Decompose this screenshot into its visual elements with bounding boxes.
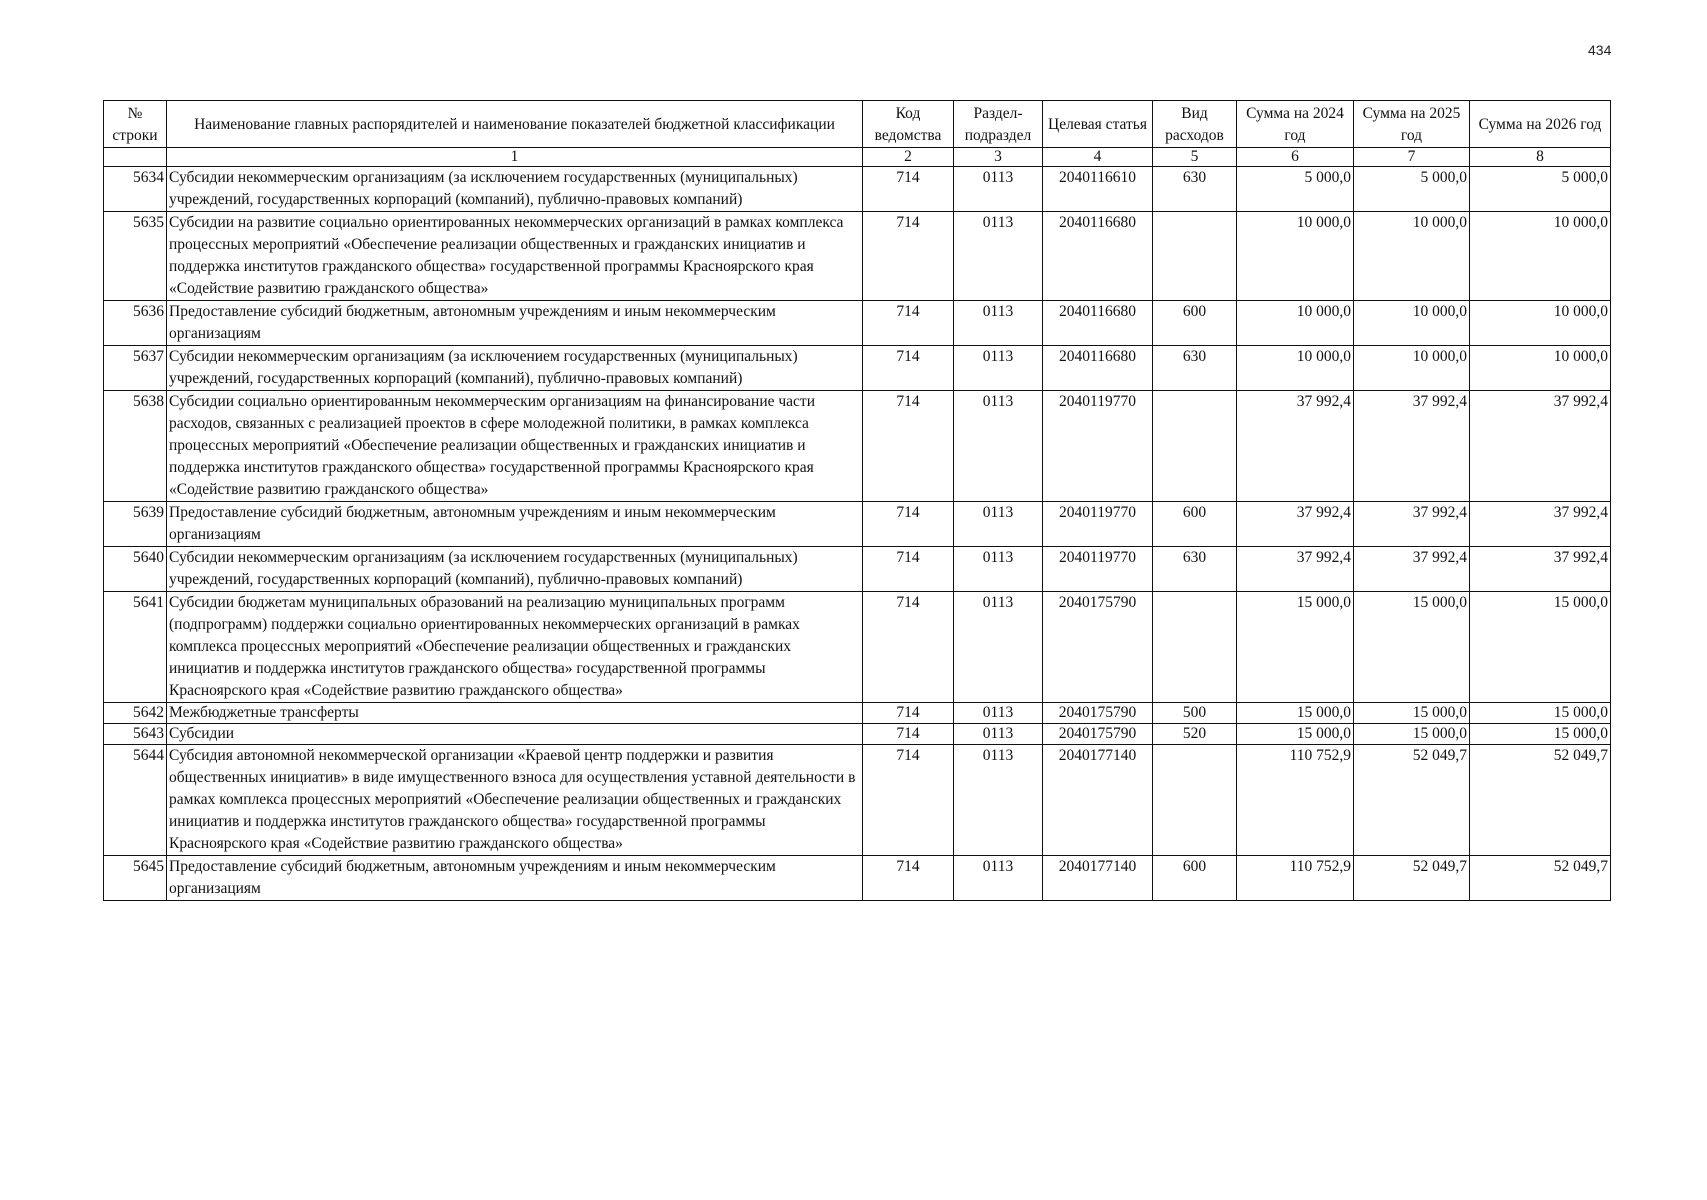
row-dept-code: 714	[863, 301, 954, 346]
row-number: 5643	[104, 724, 167, 745]
table-row	[104, 724, 1611, 745]
row-sum-2024: 110 752,9	[1237, 745, 1354, 856]
row-number: 5645	[104, 856, 167, 901]
table-row	[104, 346, 1611, 391]
row-dept-code: 714	[863, 167, 954, 212]
column-number-blank	[104, 148, 167, 167]
row-sum-2025: 10 000,0	[1354, 346, 1470, 391]
row-expense-type	[1153, 745, 1237, 856]
row-expense-type: 630	[1153, 346, 1237, 391]
row-sum-2026: 52 049,7	[1470, 745, 1611, 856]
table-row	[104, 167, 1611, 212]
row-name: Субсидии некоммерческим организациям (за исключением государственных (муниципальных) учреждений, государственных корпораций (компаний), публично-правовых компаний)	[167, 547, 863, 592]
row-number: 5635	[104, 212, 167, 301]
row-sum-2026: 10 000,0	[1470, 346, 1611, 391]
row-section: 0113	[954, 745, 1043, 856]
table-row	[104, 703, 1611, 724]
row-target: 2040116680	[1043, 212, 1153, 301]
header-row	[104, 101, 1611, 148]
row-sum-2026: 15 000,0	[1470, 592, 1611, 703]
header-sum-2024: Сумма на 2024 год	[1237, 101, 1354, 148]
table-row	[104, 745, 1611, 856]
row-dept-code: 714	[863, 391, 954, 502]
row-sum-2025: 52 049,7	[1354, 745, 1470, 856]
row-sum-2026: 37 992,4	[1470, 391, 1611, 502]
row-number: 5639	[104, 502, 167, 547]
row-target: 2040175790	[1043, 724, 1153, 745]
row-name: Предоставление субсидий бюджетным, автономным учреждениям и иным некоммерческим организациям	[167, 502, 863, 547]
column-number: 8	[1470, 148, 1611, 167]
row-number: 5641	[104, 592, 167, 703]
row-sum-2026: 37 992,4	[1470, 547, 1611, 592]
row-dept-code: 714	[863, 502, 954, 547]
table-row	[104, 856, 1611, 901]
column-number-row	[104, 148, 1611, 167]
row-sum-2025: 5 000,0	[1354, 167, 1470, 212]
budget-table	[103, 100, 1611, 901]
row-number: 5644	[104, 745, 167, 856]
row-sum-2026: 37 992,4	[1470, 502, 1611, 547]
header-section: Раздел-подраздел	[954, 101, 1043, 148]
row-number: 5636	[104, 301, 167, 346]
row-dept-code: 714	[863, 547, 954, 592]
row-sum-2024: 110 752,9	[1237, 856, 1354, 901]
row-target: 2040116680	[1043, 346, 1153, 391]
row-section: 0113	[954, 502, 1043, 547]
row-expense-type: 520	[1153, 724, 1237, 745]
row-sum-2025: 37 992,4	[1354, 502, 1470, 547]
row-expense-type: 600	[1153, 502, 1237, 547]
row-number: 5637	[104, 346, 167, 391]
row-sum-2024: 10 000,0	[1237, 346, 1354, 391]
header-expense-type: Вид расходов	[1153, 101, 1237, 148]
table-row	[104, 592, 1611, 703]
row-target: 2040175790	[1043, 592, 1153, 703]
header-dept-code: Код ведомства	[863, 101, 954, 148]
row-name: Предоставление субсидий бюджетным, автономным учреждениям и иным некоммерческим организациям	[167, 856, 863, 901]
row-section: 0113	[954, 346, 1043, 391]
row-name: Субсидии на развитие социально ориентированных некоммерческих организаций в рамках комплекса процессных мероприятий «Обеспечение реализации общественных и гражданских инициатив и поддержка институтов гражданского общества» государственной программы Красноярского края «Содействие развитию гражданского общества»	[167, 212, 863, 301]
row-expense-type: 600	[1153, 301, 1237, 346]
row-section: 0113	[954, 592, 1043, 703]
row-name: Субсидия автономной некоммерческой организации «Краевой центр поддержки и развития общественных инициатив» в виде имущественного взноса для осуществления уставной деятельности в рамках комплекса процессных мероприятий «Обеспечение реализации общественных и гражданских инициатив и поддержка институтов гражданского общества» государственной программы Красноярского края «Содействие развитию гражданского общества»	[167, 745, 863, 856]
row-expense-type: 500	[1153, 703, 1237, 724]
row-name: Субсидии некоммерческим организациям (за исключением государственных (муниципальных) учреждений, государственных корпораций (компаний), публично-правовых компаний)	[167, 167, 863, 212]
row-name: Субсидии бюджетам муниципальных образований на реализацию муниципальных программ (подпрограмм) поддержки социально ориентированных некоммерческих организаций в рамках комплекса процессных мероприятий «Обеспечение реализации общественных и гражданских инициатив и поддержка институтов гражданского общества» государственной программы Красноярского края «Содействие развитию гражданского общества»	[167, 592, 863, 703]
row-section: 0113	[954, 301, 1043, 346]
row-expense-type	[1153, 212, 1237, 301]
row-expense-type	[1153, 391, 1237, 502]
row-dept-code: 714	[863, 592, 954, 703]
row-sum-2026: 52 049,7	[1470, 856, 1611, 901]
column-number: 1	[167, 148, 863, 167]
row-dept-code: 714	[863, 745, 954, 856]
row-sum-2026: 15 000,0	[1470, 703, 1611, 724]
row-sum-2025: 37 992,4	[1354, 391, 1470, 502]
row-dept-code: 714	[863, 703, 954, 724]
row-sum-2024: 10 000,0	[1237, 301, 1354, 346]
column-number: 5	[1153, 148, 1237, 167]
row-target: 2040119770	[1043, 391, 1153, 502]
row-dept-code: 714	[863, 212, 954, 301]
header-sum-2025: Сумма на 2025 год	[1354, 101, 1470, 148]
row-section: 0113	[954, 167, 1043, 212]
row-sum-2026: 5 000,0	[1470, 167, 1611, 212]
row-sum-2024: 15 000,0	[1237, 724, 1354, 745]
row-target: 2040116680	[1043, 301, 1153, 346]
row-target: 2040177140	[1043, 856, 1153, 901]
row-name: Субсидии	[167, 724, 863, 745]
row-sum-2025: 52 049,7	[1354, 856, 1470, 901]
column-number: 7	[1354, 148, 1470, 167]
row-name: Субсидии некоммерческим организациям (за исключением государственных (муниципальных) учреждений, государственных корпораций (компаний), публично-правовых компаний)	[167, 346, 863, 391]
row-number: 5634	[104, 167, 167, 212]
row-sum-2025: 10 000,0	[1354, 301, 1470, 346]
row-sum-2026: 15 000,0	[1470, 724, 1611, 745]
row-name: Предоставление субсидий бюджетным, автономным учреждениям и иным некоммерческим организациям	[167, 301, 863, 346]
header-target: Целевая статья	[1043, 101, 1153, 148]
row-section: 0113	[954, 547, 1043, 592]
row-sum-2026: 10 000,0	[1470, 301, 1611, 346]
header-sum-2026: Сумма на 2026 год	[1470, 101, 1611, 148]
row-number: 5642	[104, 703, 167, 724]
row-number: 5640	[104, 547, 167, 592]
row-section: 0113	[954, 724, 1043, 745]
row-section: 0113	[954, 391, 1043, 502]
header-name: Наименование главных распорядителей и наименование показателей бюджетной классификации	[167, 101, 863, 148]
row-sum-2025: 10 000,0	[1354, 212, 1470, 301]
table-row	[104, 301, 1611, 346]
row-sum-2024: 15 000,0	[1237, 703, 1354, 724]
table-row	[104, 212, 1611, 301]
row-sum-2024: 10 000,0	[1237, 212, 1354, 301]
row-section: 0113	[954, 703, 1043, 724]
row-target: 2040116610	[1043, 167, 1153, 212]
row-sum-2025: 15 000,0	[1354, 724, 1470, 745]
row-sum-2024: 15 000,0	[1237, 592, 1354, 703]
table-row	[104, 502, 1611, 547]
row-sum-2025: 15 000,0	[1354, 703, 1470, 724]
row-expense-type: 600	[1153, 856, 1237, 901]
column-number: 4	[1043, 148, 1153, 167]
row-target: 2040119770	[1043, 547, 1153, 592]
row-target: 2040175790	[1043, 703, 1153, 724]
row-dept-code: 714	[863, 856, 954, 901]
row-target: 2040119770	[1043, 502, 1153, 547]
row-section: 0113	[954, 856, 1043, 901]
row-dept-code: 714	[863, 346, 954, 391]
row-target: 2040177140	[1043, 745, 1153, 856]
row-sum-2025: 15 000,0	[1354, 592, 1470, 703]
row-sum-2024: 37 992,4	[1237, 547, 1354, 592]
column-number: 6	[1237, 148, 1354, 167]
table-row	[104, 391, 1611, 502]
table-row	[104, 547, 1611, 592]
row-sum-2026: 10 000,0	[1470, 212, 1611, 301]
row-name: Межбюджетные трансферты	[167, 703, 863, 724]
column-number: 2	[863, 148, 954, 167]
row-expense-type: 630	[1153, 167, 1237, 212]
row-name: Субсидии социально ориентированным некоммерческим организациям на финансирование части расходов, связанных с реализацией проектов в сфере молодежной политики, в рамках комплекса процессных мероприятий «Обеспечение реализации общественных и гражданских инициатив и поддержка институтов гражданского общества» государственной программы Красноярского края «Содействие развитию гражданского общества»	[167, 391, 863, 502]
column-number: 3	[954, 148, 1043, 167]
row-sum-2025: 37 992,4	[1354, 547, 1470, 592]
row-section: 0113	[954, 212, 1043, 301]
page-number: 434	[1588, 42, 1612, 58]
row-number: 5638	[104, 391, 167, 502]
row-expense-type	[1153, 592, 1237, 703]
row-sum-2024: 37 992,4	[1237, 502, 1354, 547]
row-sum-2024: 37 992,4	[1237, 391, 1354, 502]
row-expense-type: 630	[1153, 547, 1237, 592]
row-sum-2024: 5 000,0	[1237, 167, 1354, 212]
row-dept-code: 714	[863, 724, 954, 745]
header-row-no: № строки	[104, 101, 167, 148]
